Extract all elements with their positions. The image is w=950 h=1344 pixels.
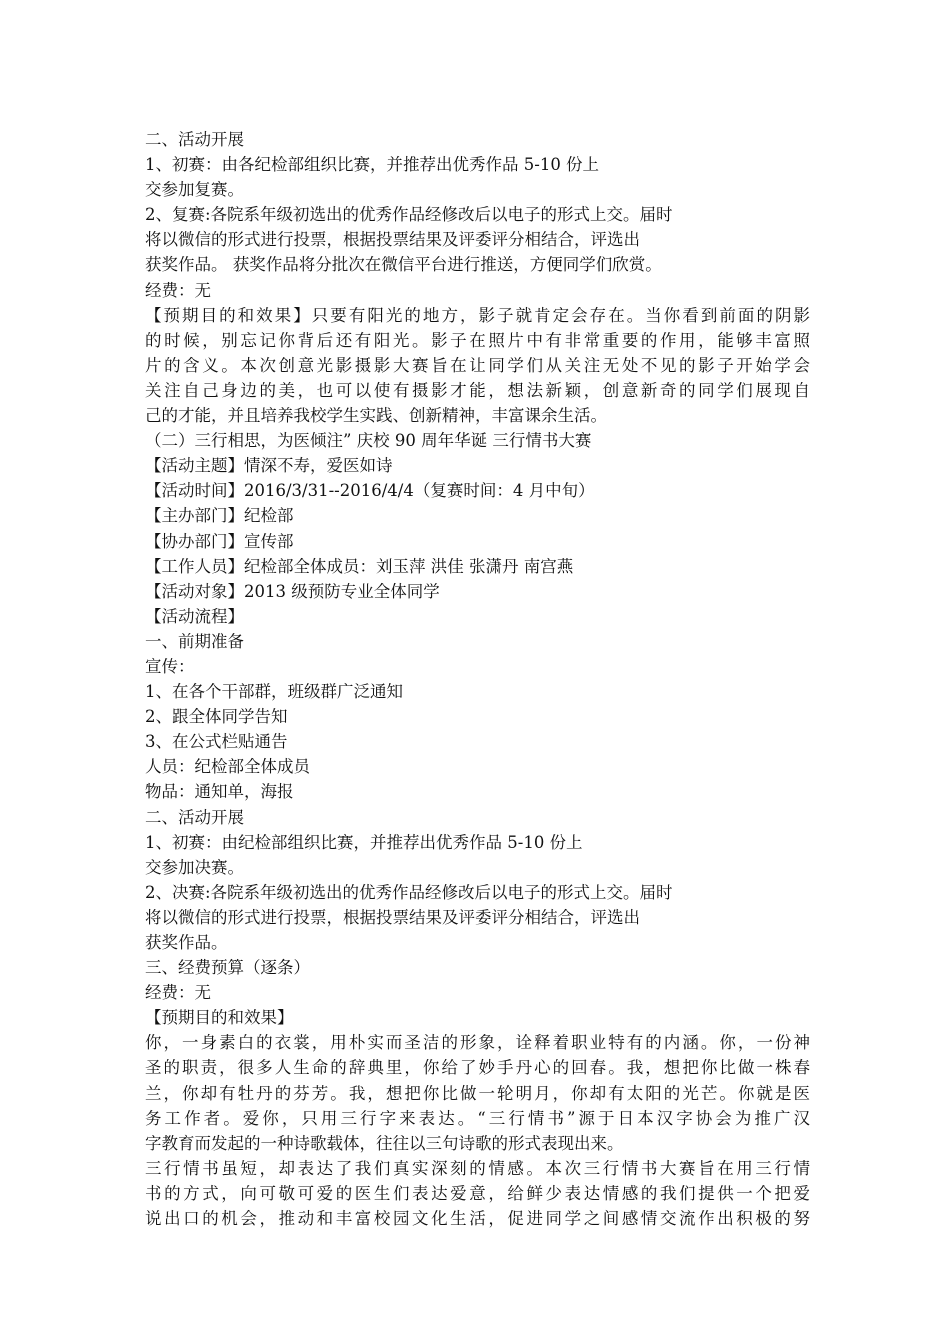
text-line: 片的含义。本次创意光影摄影大赛旨在让同学们从关注无处不见的影子开始学会 [145, 355, 810, 375]
text-line: 3、在公式栏贴通告 [145, 732, 288, 752]
text-line: 的时候，别忘记你背后还有阳光。影子在照片中有非常重要的作用，能够丰富照 [145, 330, 810, 350]
text-line: 2、决赛:各院系年级初选出的优秀作品经修改后以电子的形式上交。届时 [145, 882, 673, 902]
text-line: 圣的职责，很多人生命的辞典里，你给了妙手丹心的回春。我，想把你比做一株春 [145, 1058, 810, 1078]
text-line: 经费：无 [145, 983, 211, 1003]
text-line: 三、经费预算（逐条） [145, 958, 310, 978]
text-line: 【活动主题】情深不寿，爱医如诗 [145, 456, 393, 476]
text-line: 物品：通知单，海报 [145, 782, 294, 802]
text-line: 说出口的机会，推动和丰富校园文化生活，促进同学之间感情交流作出积极的努 [145, 1209, 810, 1229]
text-line: 务工作者。爱你，只用三行字来表达。“三行情书”源于日本汉字协会为推广汉 [145, 1108, 810, 1128]
text-line: 2、跟全体同学告知 [145, 707, 288, 727]
text-line: 1、初赛：由各纪检部组织比赛，并推荐出优秀作品 5-10 份上 [145, 155, 600, 175]
text-line: 将以微信的形式进行投票，根据投票结果及评委评分相结合，评选出 [145, 907, 640, 927]
text-line: 书的方式，向可敬可爱的医生们表达爱意，给鲜少表达情感的我们提供一个把爱 [145, 1183, 810, 1203]
text-line: 宣传： [145, 656, 195, 676]
text-line: 二、活动开展 [145, 130, 244, 149]
text-line: 【活动流程】 [145, 606, 244, 626]
text-line: 2、复赛:各院系年级初选出的优秀作品经修改后以电子的形式上交。届时 [145, 205, 673, 225]
text-line: 兰，你却有牡丹的芬芳。我，想把你比做一轮明月，你却有太阳的光芒。你就是医 [145, 1083, 810, 1103]
text-line: 【工作人员】纪检部全体成员：刘玉萍 洪佳 张潇丹 南宫燕 [145, 556, 574, 576]
text-line: 获奖作品。 [145, 933, 228, 952]
text-line: 经费：无 [145, 280, 211, 300]
text-line: 1、在各个干部群，班级群广泛通知 [145, 682, 403, 702]
text-line: 你，一身素白的衣裳，用朴实而圣洁的形象，诠释着职业特有的内涵。你，一份神 [145, 1033, 810, 1053]
text-line: 一、前期准备 [145, 631, 244, 651]
text-line: 二、活动开展 [145, 807, 244, 827]
document-page [145, 127, 810, 1231]
text-line: 交参加决赛。 [145, 857, 244, 877]
text-line: 三行情书虽短，却表达了我们真实深刻的情感。本次三行情书大赛旨在用三行情 [145, 1158, 810, 1178]
text-line: 将以微信的形式进行投票，根据投票结果及评委评分相结合，评选出 [145, 230, 640, 250]
text-line: 【活动对象】2013 级预防专业全体同学 [145, 581, 440, 601]
text-line: 字教育而发起的一种诗歌载体，往往以三句诗歌的形式表现出来。 [145, 1133, 624, 1153]
text-line: 【协办部门】宣传部 [145, 531, 294, 551]
text-line: 【预期目的和效果】只要有阳光的地方，影子就肯定会存在。当你看到前面的阴影 [145, 305, 810, 325]
text-line: 【预期目的和效果】 [145, 1008, 294, 1028]
text-line: （二）三行相思，为医倾注” 庆校 90 周年华诞 三行情书大赛 [145, 431, 592, 451]
text-line: 交参加复赛。 [145, 180, 244, 200]
text-line: 【活动时间】2016/3/31--2016/4/4（复赛时间：4 月中旬） [145, 481, 595, 501]
text-line: 人员：纪检部全体成员 [145, 757, 310, 777]
text-line: 获奖作品。 获奖作品将分批次在微信平台进行推送，方便同学们欣赏。 [145, 255, 662, 275]
text-line: 关注自己身边的美，也可以使有摄影才能，想法新颖，创意新奇的同学们展现自 [145, 380, 810, 400]
text-line: 【主办部门】纪检部 [145, 506, 294, 526]
text-line: 己的才能，并且培养我校学生实践、创新精神，丰富课余生活。 [145, 406, 607, 426]
text-line: 1、初赛：由纪检部组织比赛，并推荐出优秀作品 5-10 份上 [145, 832, 583, 852]
